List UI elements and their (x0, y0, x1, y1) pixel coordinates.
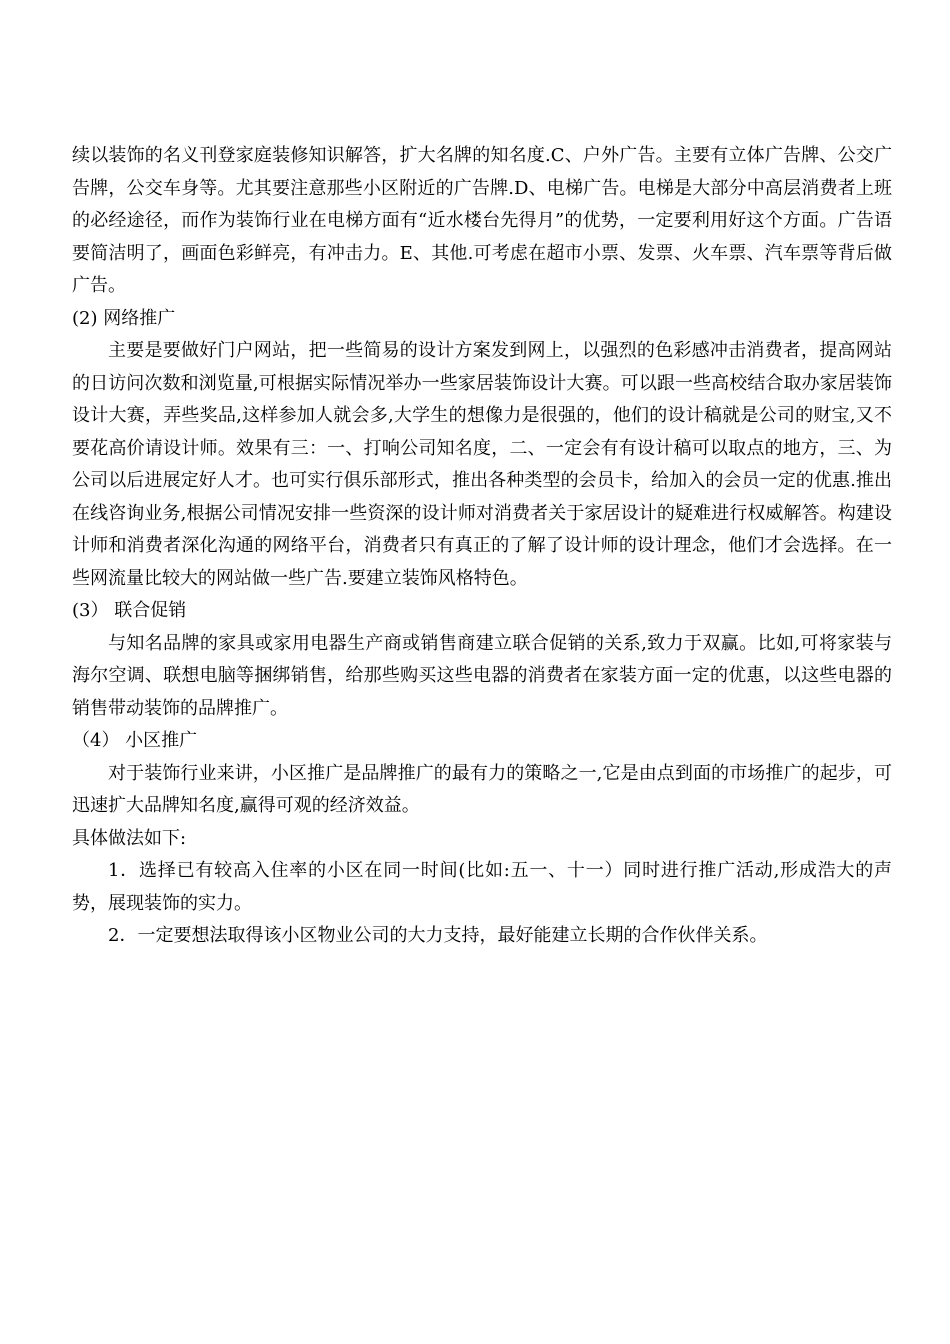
paragraph-online-promotion: 主要是要做好门户网站，把一些简易的设计方案发到网上，以强烈的色彩感冲击消费者，提高网站的日访问次数和浏览量,可根据实际情况举办一些家居装饰设计大赛。可以跟一些高校结合取办家居装饰设计大赛，弄些奖品,这样参加人就会多,大学生的想像力是很强的，他们的设计稿就是公司的财宝,又不要花高价请设计师。效果有三：一、打响公司知名度，二、一定会有有设计稿可以取点的地方，三、为公司以后进展定好人才。也可实行俱乐部形式，推出各种类型的会员卡，给加入的会员一定的优惠.推出在线咨询业务,根据公司情况安排一些资深的设计师对消费者关于家居设计的疑难进行权威解答。构建设计师和消费者深化沟通的网络平台，消费者只有真正的了解了设计师的设计理念，他们才会选择。在一些网流量比较大的网站做一些广告.要建立装饰风格特色。 (72, 340, 892, 589)
paragraph-joint-promotion: 与知名品牌的家具或家用电器生产商或销售商建立联合促销的关系,致力于双赢。比如,可将家装与海尔空调、联想电脑等捆绑销售，给那些购买这些电器的消费者在家装方面一定的优惠，以这些电器的销售带动装饰的品牌推广。 (72, 632, 892, 719)
heading-joint-promotion: (3） 联合促销 (72, 600, 187, 621)
paragraph-community-promotion: 对于装饰行业来讲，小区推广是品牌推广的最有力的策略之一,它是由点到面的市场推广的起步，可迅速扩大品牌知名度,赢得可观的经济效益。 (72, 762, 892, 816)
list-item-2: 2．一定要想法取得该小区物业公司的大力支持，最好能建立长期的合作伙伴关系。 (108, 925, 768, 946)
heading-community-promotion: （4） 小区推广 (72, 730, 198, 751)
list-item-1: 1．选择已有较高入住率的小区在同一时间(比如:五一、十一）同时进行推广活动,形成浩大的声势，展现装饰的实力。 (72, 860, 892, 914)
heading-specific-methods: 具体做法如下: (72, 827, 187, 849)
document-page (72, 140, 892, 953)
heading-online-promotion: (2) 网络推广 (72, 307, 176, 329)
paragraph-outdoor-advertising: 续以装饰的名义刊登家庭装修知识解答，扩大名牌的知名度.C、户外广告。主要有立体广告牌、公交广告牌，公交车身等。尤其要注意那些小区附近的广告牌.D、电梯广告。电梯是大部分中高层消费者上班的必经途径，而作为装饰行业在电梯方面有“近水楼台先得月”的优势，一定要利用好这个方面。广告语要简洁明了，画面色彩鲜亮，有冲击力。E、其他.可考虑在超市小票、发票、火车票、汽车票等背后做广告。 (72, 145, 892, 296)
